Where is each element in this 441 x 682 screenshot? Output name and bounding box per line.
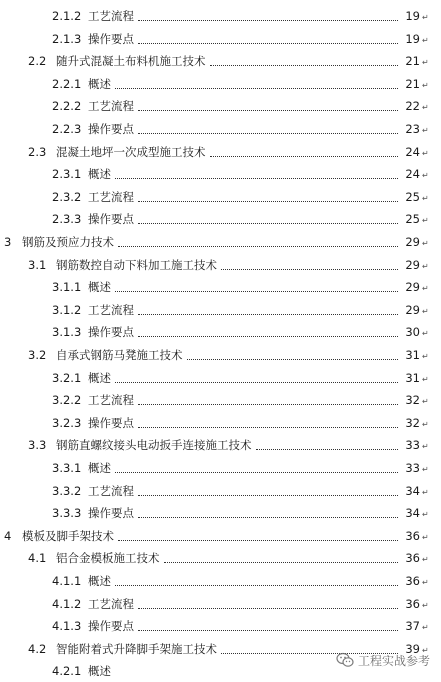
toc-dot-leader	[138, 593, 398, 609]
toc-entry[interactable]	[0, 163, 441, 185]
toc-entry-page: 36	[405, 551, 420, 566]
toc-entry-number: 3.1.3	[52, 325, 82, 340]
toc-entry-number: 2.1.3	[52, 31, 82, 46]
toc-dot-leader	[118, 231, 398, 247]
toc-entry-number: 2.2.2	[52, 99, 82, 114]
toc-entry-number: 3.2.2	[52, 393, 82, 408]
toc-entry-number: 3.3	[28, 438, 47, 453]
toc-dot-leader	[138, 389, 398, 405]
toc-entry-page: 32	[405, 415, 420, 430]
toc-entry[interactable]	[0, 367, 441, 389]
toc-entry-page: 21	[405, 76, 420, 91]
paragraph-mark-icon: ↵	[422, 148, 429, 158]
paragraph-mark-icon: ↵	[422, 103, 429, 113]
toc-dot-leader	[115, 367, 398, 383]
paragraph-mark-icon: ↵	[422, 397, 429, 407]
toc-dot-leader	[138, 412, 398, 428]
toc-entry-page: 21	[405, 54, 420, 69]
toc-dot-leader	[138, 28, 398, 44]
toc-entry[interactable]	[0, 593, 441, 615]
toc-entry-title: 操作要点	[88, 506, 134, 521]
toc-entry-title: 操作要点	[88, 415, 134, 430]
toc-entry-number: 3.3.2	[52, 483, 82, 498]
toc-entry-page: 19	[405, 9, 420, 23]
paragraph-mark-icon: ↵	[422, 239, 429, 248]
toc-entry-title: 工艺流程	[88, 483, 134, 498]
toc-entry-number: 2.3.1	[52, 167, 82, 182]
paragraph-mark-icon: ↵	[422, 58, 429, 68]
toc-entry-page: 32	[405, 393, 420, 408]
toc-entry-page: 36	[405, 574, 420, 588]
toc-entry-title: 概述	[88, 370, 111, 385]
toc-entry-page: 37	[405, 619, 420, 634]
toc-entry-page: 34	[405, 483, 420, 498]
toc-entry-page: 23	[405, 122, 420, 136]
paragraph-mark-icon: ↵	[422, 465, 429, 474]
toc-entry-page: 25	[405, 212, 420, 227]
toc-entry[interactable]	[0, 389, 441, 411]
toc-entry-page: 31	[405, 370, 420, 385]
paragraph-mark-icon: ↵	[422, 578, 429, 587]
toc-entry-number: 4.1.1	[52, 574, 82, 588]
paragraph-mark-icon: ↵	[422, 623, 429, 633]
toc-entry-page: 29	[405, 280, 420, 295]
toc-entry-number: 4.2.1	[52, 664, 82, 679]
toc-entry[interactable]	[0, 231, 441, 253]
toc-dot-leader	[138, 502, 398, 518]
toc-entry-number: 2.3	[28, 144, 47, 159]
paragraph-mark-icon: ↵	[422, 193, 429, 203]
toc-entry-title: 混凝土地坪一次成型施工技术	[56, 144, 206, 159]
toc-entry-page: 30	[405, 325, 420, 340]
paragraph-mark-icon: ↵	[422, 126, 429, 135]
toc-entry-title: 模板及脚手架技术	[22, 528, 114, 543]
toc-entry[interactable]	[0, 434, 441, 456]
toc-entry-title: 钢筋数控自动下料加工施工技术	[56, 257, 217, 272]
paragraph-mark-icon: ↵	[422, 35, 429, 45]
toc-dot-leader	[115, 457, 398, 473]
toc-entry-number: 3.3.1	[52, 461, 82, 475]
toc-entry[interactable]	[0, 5, 441, 27]
toc-dot-leader	[115, 73, 398, 89]
toc-entry-number: 2.3.3	[52, 212, 82, 227]
wechat-icon	[336, 652, 354, 668]
toc-entry-number: 3.1	[28, 257, 47, 272]
toc-entry-page: 33	[405, 438, 420, 453]
toc-entry[interactable]	[0, 525, 441, 547]
toc-entry-title: 工艺流程	[88, 99, 134, 114]
toc-dot-leader	[210, 50, 398, 66]
toc-entry-page: 39	[405, 641, 420, 656]
toc-entry-title: 操作要点	[88, 619, 134, 634]
toc-entry-title: 概述	[88, 76, 111, 91]
toc-entry-page: 34	[405, 506, 420, 521]
paragraph-mark-icon: ↵	[422, 442, 429, 452]
toc-entry-page: 24	[405, 167, 420, 182]
toc-dot-leader	[115, 276, 398, 292]
toc-dot-leader	[118, 525, 398, 541]
toc-entry[interactable]	[0, 254, 441, 276]
toc-entry[interactable]	[0, 28, 441, 50]
toc-entry-title: 概述	[88, 280, 111, 295]
paragraph-mark-icon: ↵	[422, 555, 429, 565]
paragraph-mark-icon: ↵	[422, 532, 429, 542]
toc-entry-title: 工艺流程	[88, 189, 134, 204]
toc-entry-number: 4.2	[28, 641, 47, 656]
toc-entry[interactable]	[0, 457, 441, 479]
toc-dot-leader	[138, 118, 398, 134]
toc-entry-title: 随升式混凝土布料机施工技术	[56, 54, 206, 69]
toc-entry-title: 智能附着式升降脚手架施工技术	[56, 641, 217, 656]
paragraph-mark-icon: ↵	[422, 284, 429, 294]
toc-entry-title: 钢筋及预应力技术	[22, 235, 114, 249]
toc-entry-title: 概述	[88, 461, 111, 475]
toc-dot-leader	[138, 480, 398, 496]
toc-entry[interactable]	[0, 547, 441, 569]
toc-entry-title: 操作要点	[88, 212, 134, 227]
toc-entry-title: 工艺流程	[88, 393, 134, 408]
toc-entry-page: 29	[405, 302, 420, 317]
toc-entry[interactable]	[0, 615, 441, 637]
toc-entry-number: 2.2.3	[52, 122, 82, 136]
watermark	[336, 648, 430, 672]
toc-entry-number: 3.2.3	[52, 415, 82, 430]
toc-entry-title: 概述	[88, 664, 111, 679]
toc-entry-number: 3.2.1	[52, 370, 82, 385]
paragraph-mark-icon: ↵	[422, 487, 429, 497]
paragraph-mark-icon: ↵	[422, 80, 429, 90]
toc-entry-title: 工艺流程	[88, 302, 134, 317]
paragraph-mark-icon: ↵	[422, 306, 429, 316]
toc-entry-title: 工艺流程	[88, 596, 134, 611]
toc-dot-leader	[138, 299, 398, 315]
paragraph-mark-icon: ↵	[422, 645, 429, 655]
paragraph-mark-icon: ↵	[422, 171, 429, 181]
toc-dot-leader	[138, 95, 398, 111]
toc-dot-leader	[164, 547, 398, 563]
toc-entry-page: 22	[405, 99, 420, 114]
paragraph-mark-icon: ↵	[422, 216, 429, 226]
toc-dot-leader	[138, 186, 398, 202]
toc-entry[interactable]	[0, 50, 441, 72]
toc-dot-leader	[138, 615, 398, 631]
toc-entry-page: 19	[405, 31, 420, 46]
toc-entry[interactable]	[0, 502, 441, 524]
toc-entry-number: 2.3.2	[52, 189, 82, 204]
toc-dot-leader	[256, 434, 398, 450]
paragraph-mark-icon: ↵	[422, 419, 429, 429]
toc-entry-number: 2.1.2	[52, 9, 82, 23]
toc-entry-title: 工艺流程	[88, 9, 134, 23]
toc-entry[interactable]	[0, 73, 441, 95]
toc-entry-page: 29	[405, 257, 420, 272]
toc-dot-leader	[138, 208, 398, 224]
toc-entry-number: 3.2	[28, 348, 47, 362]
toc-dot-leader	[115, 163, 398, 179]
toc-dot-leader	[210, 141, 398, 157]
toc-dot-leader	[115, 570, 398, 586]
toc-entry[interactable]	[0, 299, 441, 321]
toc-entry[interactable]	[0, 118, 441, 140]
paragraph-mark-icon: ↵	[422, 510, 429, 520]
toc-entry-page: 36	[405, 528, 420, 543]
toc-entry-page: 31	[405, 348, 420, 362]
paragraph-mark-icon: ↵	[422, 352, 429, 361]
toc-entry-page: 24	[405, 144, 420, 159]
toc-entry-page: 36	[405, 596, 420, 611]
toc-entry-number: 3	[4, 235, 12, 249]
toc-entry-number: 3.1.1	[52, 280, 82, 295]
toc-entry[interactable]	[0, 412, 441, 434]
toc-entry-number: 3.3.3	[52, 506, 82, 521]
toc-entry-title: 概述	[88, 167, 111, 182]
toc-dot-leader	[221, 254, 398, 270]
toc-entry-title: 概述	[88, 574, 111, 588]
toc-entry-title: 铝合金模板施工技术	[56, 551, 160, 566]
toc-entry-title: 钢筋直螺纹接头电动扳手连接施工技术	[56, 438, 252, 453]
toc-dot-leader	[138, 5, 398, 21]
toc-entry-title: 自承式钢筋马凳施工技术	[56, 348, 183, 362]
toc-entry[interactable]	[0, 570, 441, 592]
toc-entry-page: 25	[405, 189, 420, 204]
paragraph-mark-icon: ↵	[422, 600, 429, 610]
toc-entry[interactable]	[0, 321, 441, 343]
toc-entry-title: 操作要点	[88, 31, 134, 46]
toc-entry-page: 29	[405, 235, 420, 249]
toc-entry[interactable]	[0, 186, 441, 208]
watermark-text: 工程实战参考	[358, 653, 431, 668]
toc-entry[interactable]	[0, 276, 441, 298]
toc-entry-title: 操作要点	[88, 122, 134, 136]
toc-entry[interactable]	[0, 208, 441, 230]
toc-entry-number: 3.1.2	[52, 302, 82, 317]
paragraph-mark-icon: ↵	[422, 13, 429, 22]
toc-entry-number: 4.1	[28, 551, 47, 566]
paragraph-mark-icon: ↵	[422, 329, 429, 339]
toc-entry-page: 33	[405, 461, 420, 475]
toc-entry[interactable]	[0, 480, 441, 502]
paragraph-mark-icon: ↵	[422, 261, 429, 271]
paragraph-mark-icon: ↵	[422, 374, 429, 384]
toc-entry[interactable]	[0, 95, 441, 117]
toc-entry-number: 4.1.2	[52, 596, 82, 611]
toc-dot-leader	[187, 344, 398, 360]
toc-entry-number: 2.2	[28, 54, 47, 69]
toc-entry-number: 2.2.1	[52, 76, 82, 91]
toc-entry-number: 4.1.3	[52, 619, 82, 634]
toc-dot-leader	[138, 321, 398, 337]
toc-entry-title: 操作要点	[88, 325, 134, 340]
toc-entry[interactable]	[0, 344, 441, 366]
toc-entry-number: 4	[4, 528, 12, 543]
toc-entry[interactable]	[0, 141, 441, 163]
